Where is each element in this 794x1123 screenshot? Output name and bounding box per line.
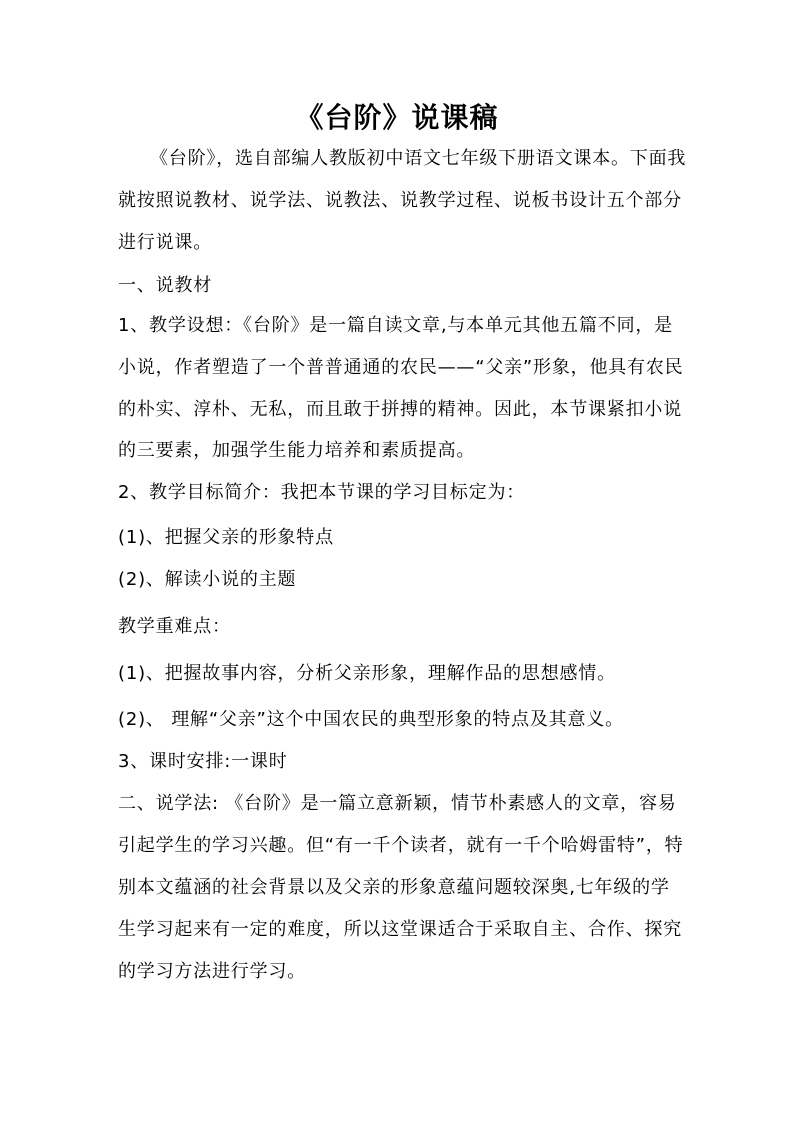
paragraph-line: 二、说学法: 《台阶》是一篇立意新颖，情节朴素感人的文章，容易: [118, 793, 677, 814]
paragraph-line: 就按照说教材、说学法、说教法、说教学过程、说板书设计五个部分: [118, 190, 682, 211]
paragraph-line: 别本文蕴涵的社会背景以及父亲的形象意蕴问题较深奥,七年级的学: [118, 877, 670, 898]
list-item: (2)、解读小说的主题: [118, 569, 297, 590]
subheading: 教学重难点：: [118, 616, 231, 637]
page-title: 《台阶》说课稿: [295, 101, 499, 134]
paragraph-line: 进行说课。: [118, 232, 212, 253]
paragraph-line: 的学习方法进行学习。: [118, 961, 306, 982]
paragraph-line: 引起学生的学习兴趣。但“有一千个读者，就有一千个哈姆雷特”，特: [118, 835, 684, 856]
list-item: (1)、把握父亲的形象特点: [118, 527, 334, 548]
paragraph-line: 3、课时安排:一课时: [118, 751, 288, 772]
paragraph-line: 2、教学目标简介：我把本节课的学习目标定为：: [118, 482, 526, 503]
paragraph-line: 的朴实、淳朴、无私，而且敢于拼搏的精神。因此，本节课紧扣小说: [118, 399, 682, 420]
paragraph-line: 的三要素，加强学生能力培养和素质提高。: [118, 440, 476, 461]
list-item: (1)、把握故事内容，分析父亲形象，理解作品的思想感情。: [118, 663, 616, 684]
paragraph-line: 生学习起来有一定的难度，所以这堂课适合于采取自主、合作、探究: [118, 919, 682, 940]
section-heading: 一、说教材: [118, 275, 212, 296]
paragraph-line: 小说，作者塑造了一个普普通通的农民——“父亲”形象，他具有农民: [118, 357, 684, 378]
list-item: (2)、 理解“父亲”这个中国农民的典型形象的特点及其意义。: [118, 709, 624, 730]
paragraph-line: 《台阶》，选自部编人教版初中语文七年级下册语文课本。下面我: [150, 148, 687, 169]
paragraph-line: 1、教学设想：《台阶》是一篇自读文章,与本单元其他五篇不同，是: [118, 315, 673, 336]
